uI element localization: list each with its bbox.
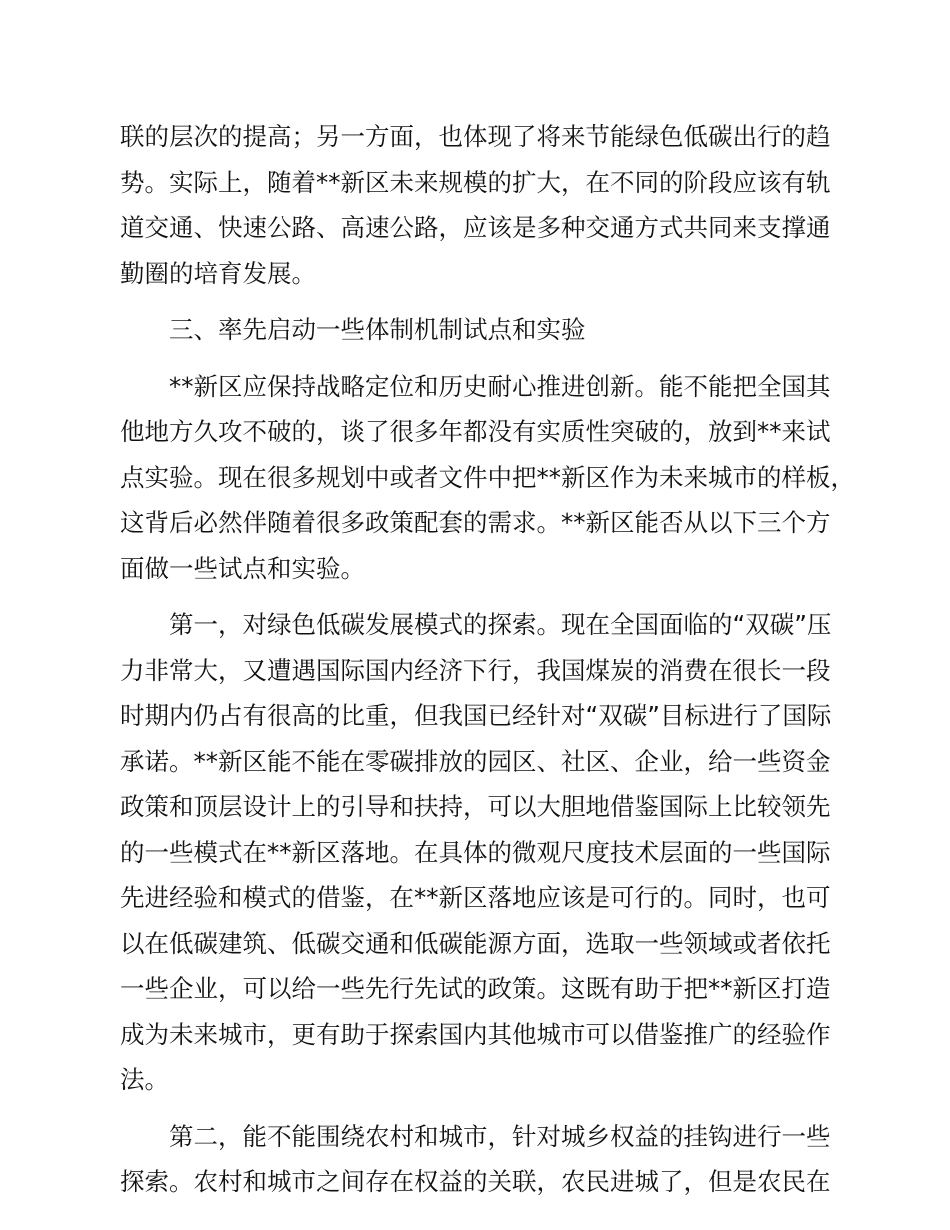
text-line: 先进经验和模式的借鉴，在**新区落地应该是可行的。同时，也可 xyxy=(120,883,831,912)
text-line: 面做一些试点和实验。 xyxy=(120,553,365,583)
text-line: 力非常大，又遭遇国际国内经济下行，我国煤炭的消费在很长一段 xyxy=(120,655,831,685)
text-line: 他地方久攻不破的，谈了很多年都没有实质性突破的，放到**来试 xyxy=(120,417,831,446)
text-line: 点实验。现在很多规划中或者文件中把**新区作为未来城市的样板， xyxy=(120,462,855,492)
text-line: 联的层次的提高；另一方面，也体现了将来节能绿色低碳出行的趋 xyxy=(120,122,831,151)
text-line: 承诺。**新区能不能在零碳排放的园区、社区、企业，给一些资金 xyxy=(120,746,831,776)
text-line: 探索。农村和城市之间存在权益的关联，农民进城了，但是农民在 xyxy=(120,1167,831,1196)
text-line: 的一些模式在**新区落地。在具体的微观尺度技术层面的一些国际 xyxy=(120,837,831,867)
text-line: 这背后必然伴随着很多政策配套的需求。**新区能否从以下三个方 xyxy=(120,508,831,537)
text-line: 勤圈的培育发展。 xyxy=(120,258,316,288)
text-line: 第二，能不能围绕农村和城市，针对城乡权益的挂钩进行一些 xyxy=(169,1121,831,1151)
text-line: 政策和顶层设计上的引导和扶持，可以大胆地借鉴国际上比较领先 xyxy=(120,792,831,821)
text-line: 法。 xyxy=(120,1065,169,1094)
text-line: 道交通、快速公路、高速公路，应该是多种交通方式共同来支撑通 xyxy=(120,213,831,242)
document-body xyxy=(120,114,855,1205)
text-line: 第一，对绿色低碳发展模式的探索。现在全国面临的“双碳”压 xyxy=(169,610,832,639)
text-line: 一些企业，可以给一些先行先试的政策。这既有助于把**新区打造 xyxy=(120,974,831,1003)
section-heading: 三、率先启动一些体制机制试点和实验 xyxy=(169,315,586,344)
text-line: 成为未来城市，更有助于探索国内其他城市可以借鉴推广的经验作 xyxy=(120,1019,831,1049)
text-line: 以在低碳建筑、低碳交通和低碳能源方面，选取一些领域或者依托 xyxy=(120,928,831,958)
text-line: **新区应保持战略定位和历史耐心推进创新。能不能把全国其 xyxy=(169,371,831,401)
text-line: 时期内仍占有很高的比重，但我国已经针对“双碳”目标进行了国际 xyxy=(120,701,832,730)
text-line: 势。实际上，随着**新区未来规模的扩大，在不同的阶段应该有轨 xyxy=(120,167,831,197)
